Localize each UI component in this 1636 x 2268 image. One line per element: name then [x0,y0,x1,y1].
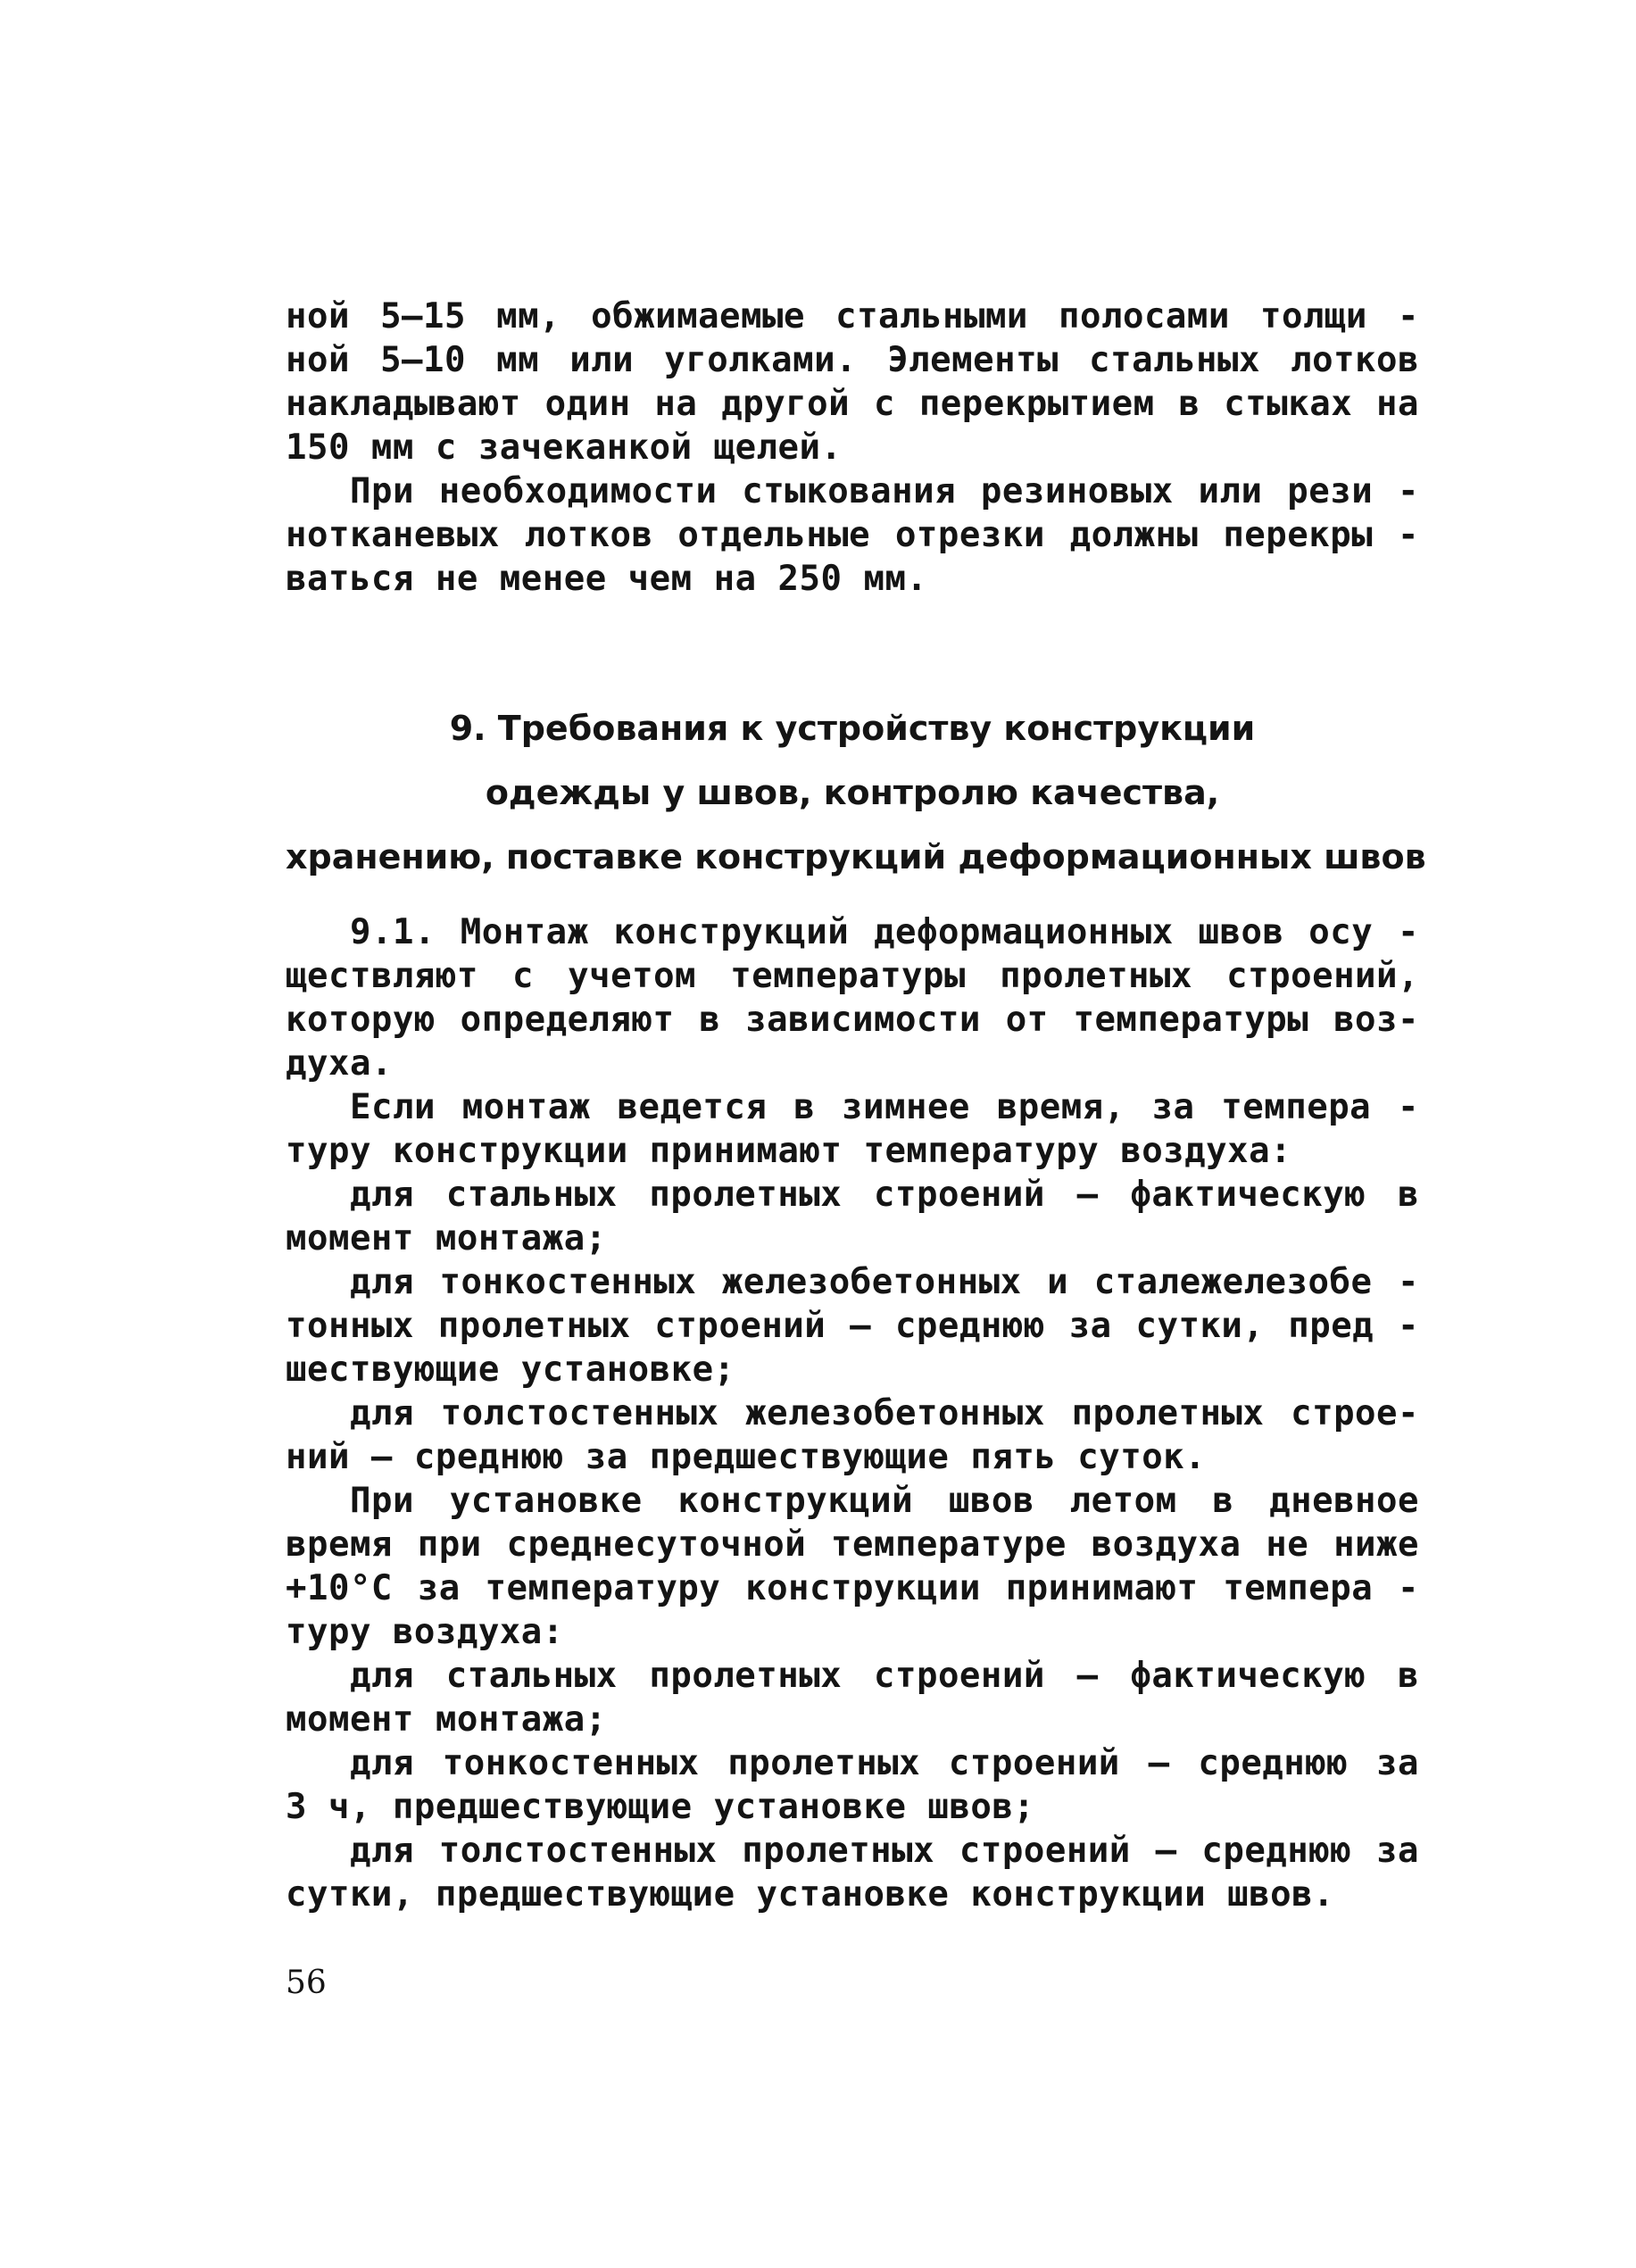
main-text-block [286,910,1419,1916]
top-text-block [286,295,1419,601]
paragraph-rubber-trays: При необходимости стыкования резиновых или рези - нотканевых лотков отдельные отрезки должны перекры - ваться не менее чем на 250 мм. [286,471,1419,599]
section-heading [286,696,1426,889]
list-item-winter-steel: для стальных пролетных строений – фактическую в момент монтажа; [286,1175,1419,1259]
paragraph-9-1: 9.1. Монтаж конструкций деформационных швов осу - ществляют с учетом температуры пролетных строений, которую определяют в зависимости от температуры воз- духа. [286,912,1419,1084]
list-item-summer-thin-wall: для тонкостенных пролетных строений – среднюю за 3 ч, предшествующие установке швов; [286,1743,1419,1827]
paragraph-winter-install: Если монтаж ведется в зимнее время, за темпера - туру конструкции принимают температуру воздуха: [286,1087,1419,1171]
page-number: 56 [286,1965,327,2001]
paragraph-summer-install: При установке конструкций швов летом в дневное время при среднесуточной температуре воздуха не ниже +10°С за температуру конструкции принимают темпера - туру воздуха: [286,1481,1419,1652]
list-item-winter-thin-wall: для тонкостенных железобетонных и сталежелезобе - тонных пролетных строений – среднюю за сутки, пред - шествующие установке; [286,1262,1419,1390]
section-heading-line-1: 9. Требования к устройству конструкции [449,709,1256,748]
list-item-summer-steel: для стальных пролетных строений – фактическую в момент монтажа; [286,1656,1419,1740]
paragraph-steel-trays: ной 5–15 мм, обжимаемые стальными полосами толщи - ной 5–10 мм или уголками. Элементы стальных лотков накладывают один на другой с перекрытием в стыках на 150 мм с зачеканкой щелей. [286,296,1419,468]
section-heading-line-3: хранению, поставке конструкций деформационных швов [286,837,1426,876]
section-heading-line-2: одежды у швов, контролю качества, [485,773,1220,812]
list-item-summer-thick-wall: для толстостенных пролетных строений – среднюю за сутки, предшествующие установке конструкции швов. [286,1831,1419,1915]
list-item-winter-thick-wall: для толстостенных железобетонных пролетных строе- ний – среднюю за предшествующие пять суток. [286,1393,1419,1477]
